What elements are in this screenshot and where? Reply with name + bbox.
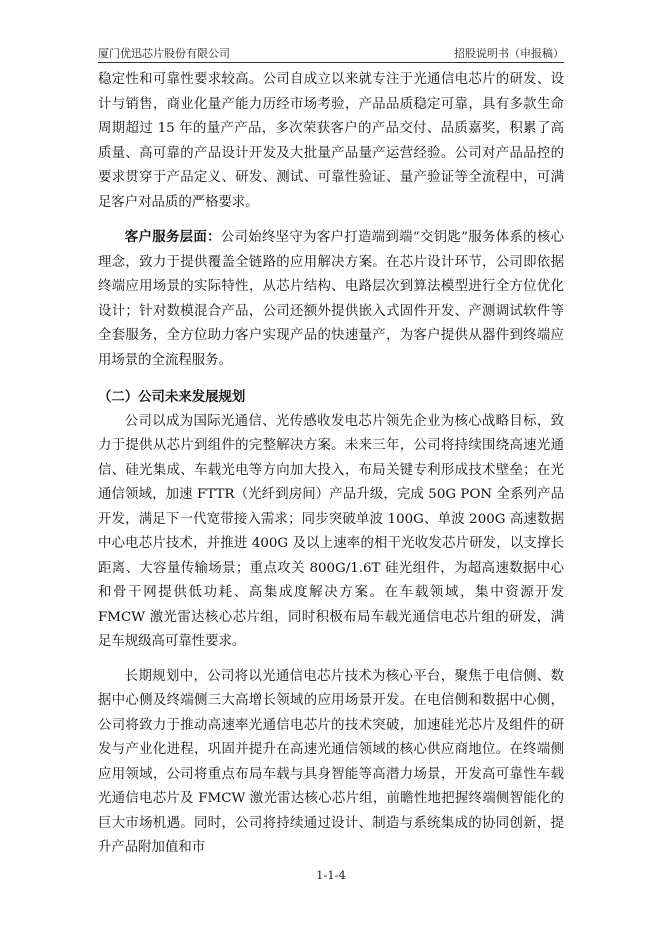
paragraph-spacer	[98, 215, 564, 225]
paragraph-customer-service	[98, 225, 564, 373]
customer-service-text: 公司始终坚守为客户打造端到端“交钥匙”服务体系的核心理念，致力于提供覆盖全链路的应用解决方案。在芯片设计环节，公司即依据终端应用场景的实际特性，从芯片结构、电路层次到算法模型进行全方位优化设计；针对数模混合产品，公司还额外提供嵌入式固件开发、产测调试软件等全套服务，全方位助力客户实现产品的快速量产，为客户提供从器件到终端应用场景的全流程服务。	[98, 230, 564, 368]
page-header	[98, 45, 564, 63]
paragraph-spacer	[98, 655, 564, 665]
page-body	[98, 68, 564, 861]
section-heading: （二）公司未来发展规划	[98, 389, 246, 405]
paragraph-long-term-plan: 长期规划中，公司将以光通信电芯片技术为核心平台，聚焦于电信侧、数据中心侧及终端侧三大高增长领域的应用场景开发。在电信侧和数据中心侧，公司将致力于推动高速率光通信电芯片的技术突破，加速硅光芯片及组件的研发与产业化进程，巩固并提升在高速光通信领域的核心供应商地位。在终端侧应用领域，公司将重点布局车载与具身智能等高潜力场景，开发高可靠性车载光通信电芯片及 FMCW 激光雷达核心芯片组，前瞻性地把握终端侧智能化的巨大市场机遇。同时，公司将持续通过设计、制造与系统集成的协同创新，提升产品附加值和市	[98, 668, 564, 855]
header-company-name: 厦门优迅芯片股份有限公司	[98, 47, 230, 60]
paragraph-three-year-plan: 公司以成为国际光通信、光传感收发电芯片领先企业为核心战略目标，致力于提供从芯片到组件的完整解决方案。未来三年，公司将持续围绕高速光通信、硅光集成、车载光电等方向加大投入，布局关键专利形成技术壁垒；在光通信领域，加速 FTTR（光纤到房间）产品升级，完成 50G PON 全系列产品开发，满足下一代宽带接入需求；同步突破单波 100G、单波 200G 高速数据中心电芯片技术，并推进 400G 及以上速率的相干光收发芯片研发，以支撑长距离、大容量传输场景；重点攻关 800G/1.6T 硅光组件，为超高速数据中心和骨干网提供低功耗、高集成度解决方案。在车载领域，集中资源开发 FMCW 激光雷达核心芯片组，同时积极布局车载光通信电芯片组的研发，满足车规级高可靠性要求。	[98, 413, 564, 649]
customer-service-label: 客户服务层面：	[124, 229, 221, 245]
header-document-title: 招股说明书（申报稿）	[454, 47, 564, 60]
page-number: 1-1-4	[316, 868, 346, 882]
header-divider	[98, 62, 564, 63]
paragraph-product-quality: 稳定性和可靠性要求较高。公司自成立以来就专注于光通信电芯片的研发、设计与销售，商业化量产能力历经市场考验，产品品质稳定可靠，具有多款生命周期超过 15 年的量产产品，多次荣获客户的产品交付、品质嘉奖，积累了高质量、高可靠的产品设计开发及大批量产品量产运营经验。公司对产品品控的要求贯穿于产品定义、研发、测试、可靠性验证、量产验证等全流程中，可满足客户对品质的严格要求。	[98, 72, 564, 210]
